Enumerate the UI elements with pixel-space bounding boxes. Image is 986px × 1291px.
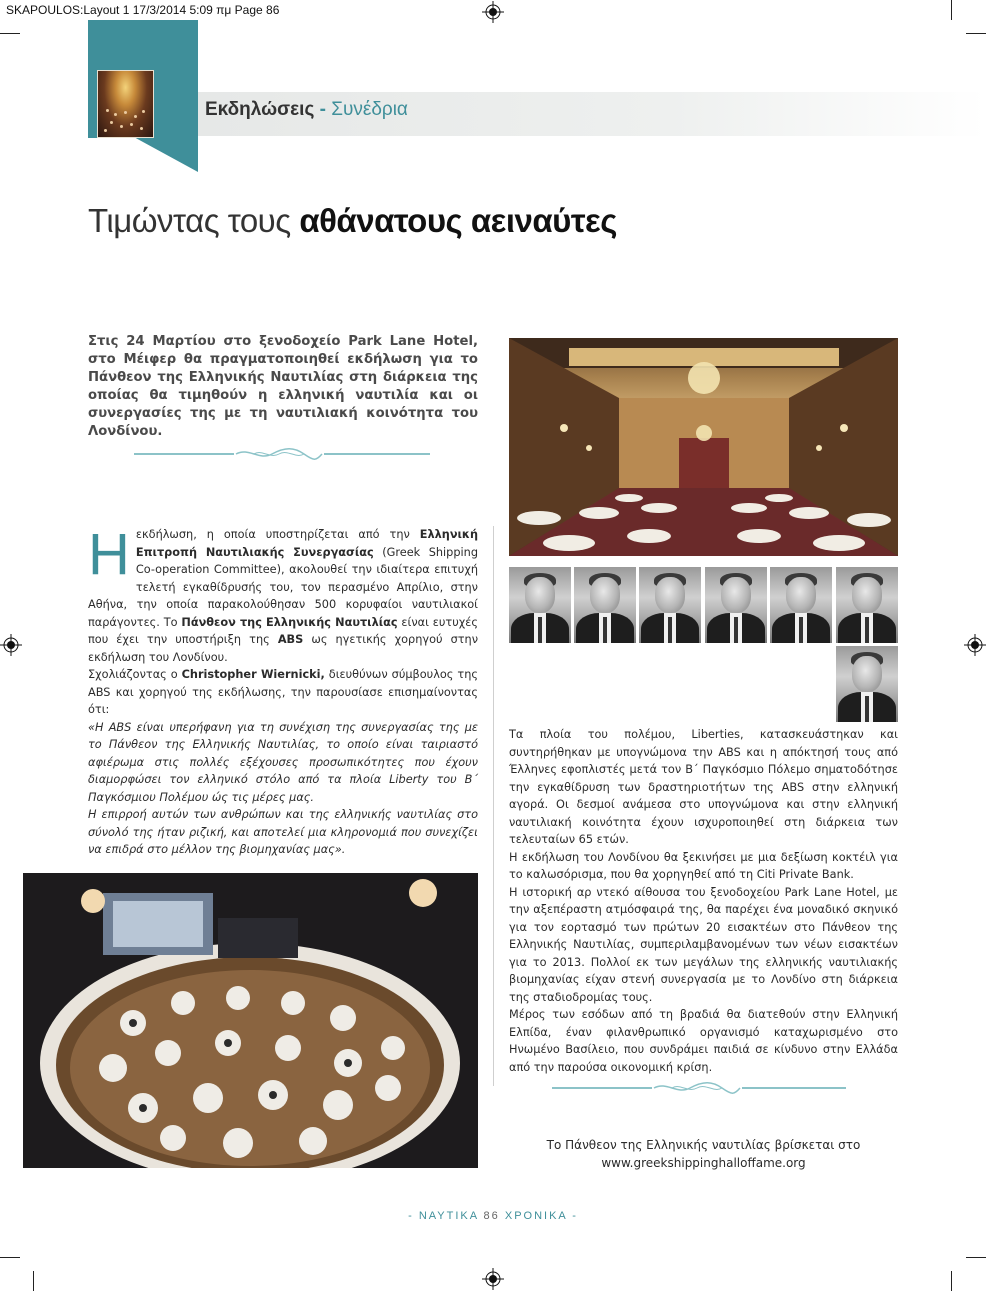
registration-mark-icon: [482, 1268, 504, 1290]
quote-text: Η επιρροή αυτών των ανθρώπων και της ελληνικής ναυτιλίας στο σύνολό της ήταν ριζική, και αποτελεί μια κληρονομιά που συνεχίζει να επιδρά στο μέλλον της βιομηχανίας μας».: [88, 808, 478, 856]
quote-text: «Η ABS είναι υπερήφανη για τη συνέχιση της συνεργασίας της με το Πάνθεον της Ελληνικής Ναυτιλίας, το οποίο είναι ταιριαστό αφιέρωμα στις πολλές εξέχουσες προσωπικότητες που έχουν διαμορφώσει τον ελληνικό στόλο από τα πλοία Liberty του Β΄ Παγκόσμιου Πολέμου ώς τις μέρες μας.: [88, 720, 478, 804]
crop-mark: [966, 33, 986, 34]
ballroom-photo: [509, 338, 898, 556]
quote-paragraph: [88, 806, 478, 859]
section-header-tail: [132, 136, 198, 172]
crop-mark: [951, 0, 952, 20]
crop-mark: [0, 33, 20, 34]
section-label: Εκδηλώσεις: [205, 99, 315, 120]
page-title: [88, 202, 617, 240]
paragraph: Η ιστορική αρ ντεκό αίθουσα του ξενοδοχείου Park Lane Hotel, με την αξεπέραστη ατμόσφαιρά της, θα παρέχει ένα μοναδικό σκηνικό για τον εορτασμό των πρώτων 20 εισακτέων στο Πάνθεον της Ελληνικής Ναυτιλίας, συμπεριλαμβανομένων των νέων εισακτέων για το 2013. Πολλοί εκ των μεγάλων της ελληνικής ναυτιλιακής βιομηχανίας είχαν στενή συνεργασία με το Λονδίνο στη διάρκεια της σταδιοδρομίας τους.: [509, 885, 898, 1004]
right-column: [509, 726, 898, 1076]
left-column: [88, 522, 479, 859]
registration-mark-icon: [482, 1, 504, 23]
crop-mark: [33, 1271, 34, 1291]
registration-mark-icon: [0, 634, 22, 656]
paragraph: Η εκδήλωση του Λονδίνου θα ξεκινήσει με μια δεξίωση κοκτέιλ για το καλωσόρισμα, που θα χορηγηθεί από τη Citi Private Bank.: [509, 850, 898, 881]
paragraph: [88, 666, 478, 719]
person-name: Christopher Wiernicki,: [181, 668, 325, 681]
flourish-icon: [652, 1081, 742, 1095]
paragraph: [88, 522, 479, 666]
text-run: εκδήλωση, η οποία υποστηρίζεται από την: [135, 528, 420, 541]
portrait-photo: [639, 567, 701, 643]
website-note: [509, 1136, 898, 1172]
lead-paragraph: Στις 24 Μαρτίου στο ξενοδοχείο Park Lane Hotel, στο Μέιφερ θα πραγματοποιηθεί εκδήλωση για το Πάνθεον της Ελληνικής Ναυτιλίας στη διάρκεια της οποίας θα τιμηθούν η ελληνική ναυτιλία και οι συνεργασίες της με τη ναυτιλιακή κοινότητα του Λονδίνου.: [88, 334, 478, 439]
page-number: 86: [483, 1210, 500, 1222]
portrait-photo: [705, 567, 767, 643]
crop-mark: [0, 1257, 20, 1258]
paragraph: Μέρος των εσόδων από τη βραδιά θα διατεθούν στην Ελληνική Ελπίδα, έναν φιλανθρωπικό οργανισμό καταχωρισμένο στο Ηνωμένο Βασίλειο, που συνδράμει παιδιά σε κίνδυνο στην Ελλάδα από την παρούσα οικονομική κρίση.: [509, 1008, 898, 1074]
section-separator: -: [314, 99, 332, 120]
folio-right: ΧΡΟΝΙΚΑ -: [499, 1210, 578, 1222]
section-thumbnail-photo: [97, 70, 154, 138]
crop-mark: [951, 1271, 952, 1291]
headline-bold: αθάνατους αειναύτες: [299, 202, 617, 239]
folio-left: - ΝΑΥΤΙΚΑ: [408, 1210, 484, 1222]
column-divider: [493, 526, 494, 1086]
drop-cap: Η: [88, 522, 130, 587]
ornament-divider: [134, 447, 430, 461]
text-run: Σχολιάζοντας ο: [88, 668, 182, 681]
org-name: ABS: [277, 633, 304, 646]
ballroom-illustration: [509, 338, 898, 556]
ornament-divider: [552, 1081, 846, 1095]
headline-light: Τιμώντας τους: [88, 202, 300, 239]
portrait-photo: [509, 567, 571, 643]
event-illustration: [23, 873, 478, 1168]
portrait-photo: [836, 567, 898, 643]
registration-mark-icon: [964, 634, 986, 656]
event-photo: [23, 873, 478, 1168]
text-run: (Greek Shipping Co-operation Committee), ακολουθεί την ιδιαίτερα επιτυχή τελετή εγκαθίδρυσής του, τον περασμένο Απρίλιο, στην Αθήνα, την οποία παρακολούθησαν 500 κορυφαίοι ναυτιλιακοί παράγοντες. Το: [88, 545, 478, 629]
slug-line: SKAPOULOS:Layout 1 17/3/2014 5:09 πμ Page 86: [6, 3, 280, 17]
flourish-icon: [234, 447, 324, 461]
text-run: διευθύνων σύμβουλος της ABS και χορηγού της εκδήλωσης, την παρουσίασε επισημαίνοντας ότι:: [88, 668, 479, 716]
portrait-photo: [574, 567, 636, 643]
portrait-photo: [770, 567, 832, 643]
org-name: Ελληνική Επιτροπή Ναυτιλιακής Συνεργασίας: [135, 528, 478, 559]
section-title: [205, 99, 408, 121]
text-run: είναι ευτυχές που έχει την υποστήριξη της: [88, 615, 479, 646]
page-folio: [0, 1210, 986, 1222]
text-run: ως ηγετικής χορηγού στην εκδήλωση του Λονδίνου.: [88, 633, 479, 664]
quote-paragraph: [88, 719, 478, 807]
org-name: Πάνθεον της Ελληνικής Ναυτιλίας: [181, 615, 398, 629]
website-link[interactable]: www.greekshippinghalloffame.org: [601, 1156, 806, 1170]
note-line: Το Πάνθεον της Ελληνικής ναυτιλίας βρίσκεται στο: [546, 1138, 861, 1152]
portrait-photo: [836, 646, 898, 722]
crop-mark: [966, 1257, 986, 1258]
section-sublabel: Συνέδρια: [331, 99, 408, 120]
paragraph: Τα πλοία του πολέμου, Liberties, κατασκευάστηκαν και συντηρήθηκαν με υπογνώμονα την ABS και η απόκτησή τους από Έλληνες εφοπλιστές μετά τον Β΄ Παγκόσμιο Πόλεμο σηματοδότησε την εγκαθίδρυση των δραστηριοτήτων της ABS στην ελληνική αγορά. Οι δεσμοί ανάμεσα στο υπογνώμονα και στην ελληνική ναυτιλιακή κοινότητα έχουν ισχυροποιηθεί στη διάρκεια των τελευταίων 65 ετών.: [509, 728, 898, 846]
